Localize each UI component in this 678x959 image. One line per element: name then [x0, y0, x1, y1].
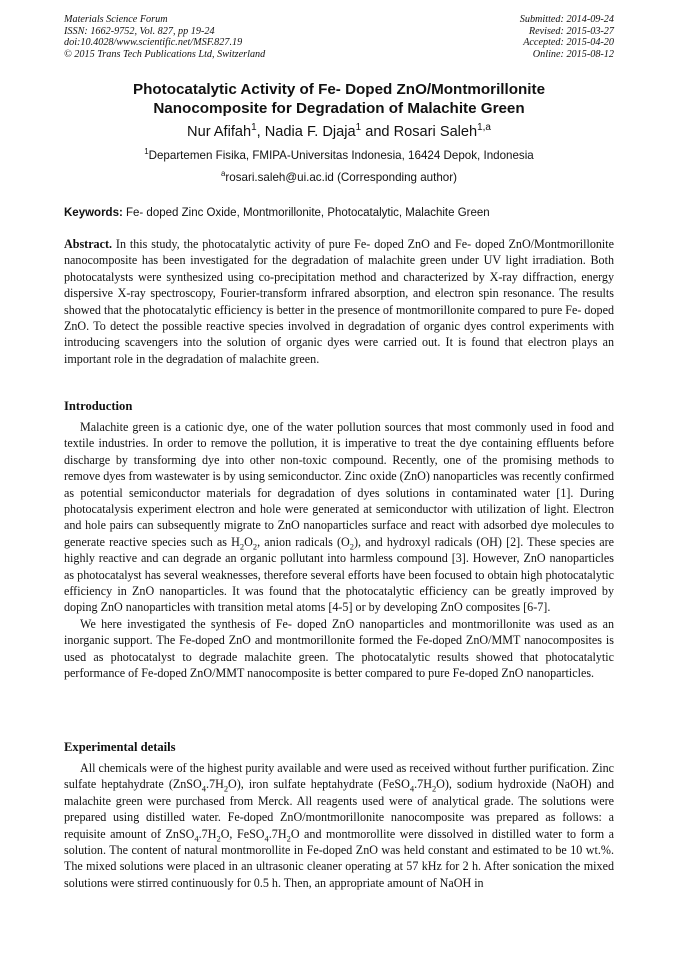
keywords-label: Keywords:	[64, 207, 123, 219]
title-line-2: Nanocomposite for Degradation of Malachite Green	[153, 100, 525, 117]
exp-text: O and montmorollite were dissolved in distilled water to form a solution. The content of natural montmorollite in Fe-doped ZnO was held constant and estimated to be 10 wt.%. The mixed solutions were placed in an ultrasonic cleaner operating at 57 kHz for 2 h. After sonication the mixed solutions were stirred continuously for 0.5 h. Then, an appropriate amount of NaOH in	[64, 826, 614, 890]
subscript: 4	[264, 833, 269, 844]
intro-paragraph-1	[64, 419, 614, 616]
author-affil-sup: 1	[251, 122, 257, 134]
subscript: 2	[286, 833, 291, 844]
author-separator: ,	[256, 124, 265, 140]
exp-text: .7H	[414, 777, 432, 792]
keywords	[64, 206, 616, 220]
submission-dates	[520, 14, 614, 60]
introduction-body	[64, 419, 614, 682]
experimental-paragraph-1	[64, 760, 614, 891]
subscript: 2	[349, 541, 355, 552]
doi-line[interactable]: doi:10.4028/www.scientific.net/MSF.827.19	[64, 37, 243, 49]
subscript: 4	[201, 783, 206, 794]
intro-text: O	[244, 534, 253, 549]
intro-paragraph-2: We here investigated the synthesis of Fe- doped ZnO nanoparticles and montmorillonite was used as an inorganic support. The Fe-doped ZnO and montmorillonite formed the Fe-doped ZnO/MMT nanocomposites is used as photocatalyst to degrade malachite green. The photocatalytic results showed that photocatalytic performance of Fe-doped ZnO/MMT nanocomposite is better compared to pure Fe-doped ZnO nanoparticles.	[64, 616, 614, 681]
subscript: 2	[239, 541, 245, 552]
affiliation-text: Departemen Fisika, FMIPA-Universitas Indonesia, 16424 Depok, Indonesia	[148, 149, 534, 162]
submitted-date: Submitted: 2014-09-24	[519, 14, 614, 25]
journal-name: Materials Science Forum	[64, 14, 168, 25]
author-affil-sup: 1	[355, 122, 362, 134]
accepted-date: Accepted: 2015-04-20	[523, 37, 614, 49]
online-date: Online: 2015-08-12	[532, 48, 614, 60]
author-name: Nur Afifah	[187, 124, 252, 140]
journal-info	[64, 14, 265, 60]
exp-text: O, FeSO	[220, 826, 265, 841]
abstract-paragraph	[64, 236, 614, 367]
intro-text: ), and hydroxyl radicals (OH) [2]. These species are highly reactive and can degrade an organic pollutant into harmless compound [3]. However, ZnO nanoparticles as photocatalyst has several weaknesses, therefore several efforts have been focused to obtain high photocatalytic efficiency in ZnO nanoparticles. It was found that the photocatalytic efficiency can be greatly improved by doping ZnO nanoparticles with transition metal atoms [4-5] or by developing ZnO composites [6-7].	[64, 534, 615, 615]
exp-text: .7H	[206, 777, 224, 792]
exp-text: .7H	[198, 826, 217, 841]
affiliation-sup: 1	[144, 147, 149, 157]
exp-text: O), sodium hydroxide (NaOH) and malachite green were purchased from Merck. All reagents used were of analytical grade. The solutions were prepared using distilled water. Fe-doped ZnO/montmorillonite nanocomposite was prepared as follows: a requisite amount of ZnSO	[64, 777, 614, 841]
exp-text: .7H	[268, 826, 287, 841]
subscript: 2	[431, 783, 437, 794]
exp-text: O), iron sulfate heptahydrate (FeSO	[228, 777, 410, 792]
email-sup: a	[221, 169, 226, 179]
affiliation	[40, 149, 638, 163]
introduction-heading: Introduction	[64, 399, 133, 413]
abstract	[64, 236, 614, 367]
keywords-text: Fe- doped Zinc Oxide, Montmorillonite, Photocatalytic, Malachite Green	[122, 207, 490, 219]
author-name: Nadia F. Djaja	[264, 124, 356, 140]
corresponding-email	[40, 171, 638, 185]
author-affil-sup: 1,a	[477, 122, 491, 134]
subscript: 2	[223, 783, 229, 794]
author-list	[40, 123, 638, 141]
copyright-line: © 2015 Trans Tech Publications Ltd, Switzerland	[64, 48, 266, 60]
intro-text: , anion radicals (O	[257, 534, 350, 549]
abstract-label: Abstract.	[64, 237, 113, 251]
author-name: Rosari Saleh	[393, 124, 478, 140]
experimental-body	[64, 760, 614, 891]
abstract-text: In this study, the photocatalytic activity of pure Fe- doped ZnO and Fe- doped ZnO/Montmorillonite nanocomposite has been investigated for the degradation of malachite green under UV light irradiation. Both photocatalysts were synthesized using co-precipitation method and characterized by X-ray diffraction, energy dispersive X-ray spectroscopy, Fourier-transform infrared absorption, and electron spin resonance. The results showed that the photocatalytic efficiency is better in the presence of montmorillonite compared to pure Fe- doped ZnO. To detect the possible reactive species involved in degradation of organic dyes control experiments with introducing scavengers into the solution of organic dyes were carried out. It is found that electron plays an important role in the degradation of malachite green.	[64, 237, 614, 366]
subscript: 4	[409, 783, 415, 794]
subscript: 4	[194, 833, 199, 844]
paper-title	[40, 80, 638, 118]
subscript: 2	[252, 541, 258, 552]
experimental-heading: Experimental details	[64, 740, 176, 754]
email-text[interactable]: rosari.saleh@ui.ac.id (Corresponding author)	[225, 171, 457, 184]
issn-line: ISSN: 1662-9752, Vol. 827, pp 19-24	[64, 25, 215, 37]
title-line-1: Photocatalytic Activity of Fe- Doped ZnO/Montmorillonite	[132, 81, 546, 98]
subscript: 2	[216, 833, 221, 844]
exp-text: All chemicals were of the highest purity available and were used as received without further purification. Zinc sulfate heptahydrate (ZnSO	[64, 761, 614, 792]
intro-text: Malachite green is a cationic dye, one of the water pollution sources that most commonly used in food and textile industries. In order to remove the pollution, it is imperative to treat the dye containing effluents before discharge by transforming dye into other non-toxic compound. Recently, one of the promising methods to remove dyes from wastewater is by using semiconductor. Zinc oxide (ZnO) nanoparticles was recently confirmed as potential semiconductor materials for degradation of dyes solutions in contaminated water [1]. During photocatalysis experiment electron and hole were generated at semiconductor with utilization of light. Electron and hole pairs can subsequently migrate to ZnO nanoparticles surface and react with adsorbed dye molecules to generate reactive species such as H	[64, 420, 614, 549]
revised-date: Revised: 2015-03-27	[528, 25, 614, 37]
author-separator: and	[365, 124, 394, 140]
